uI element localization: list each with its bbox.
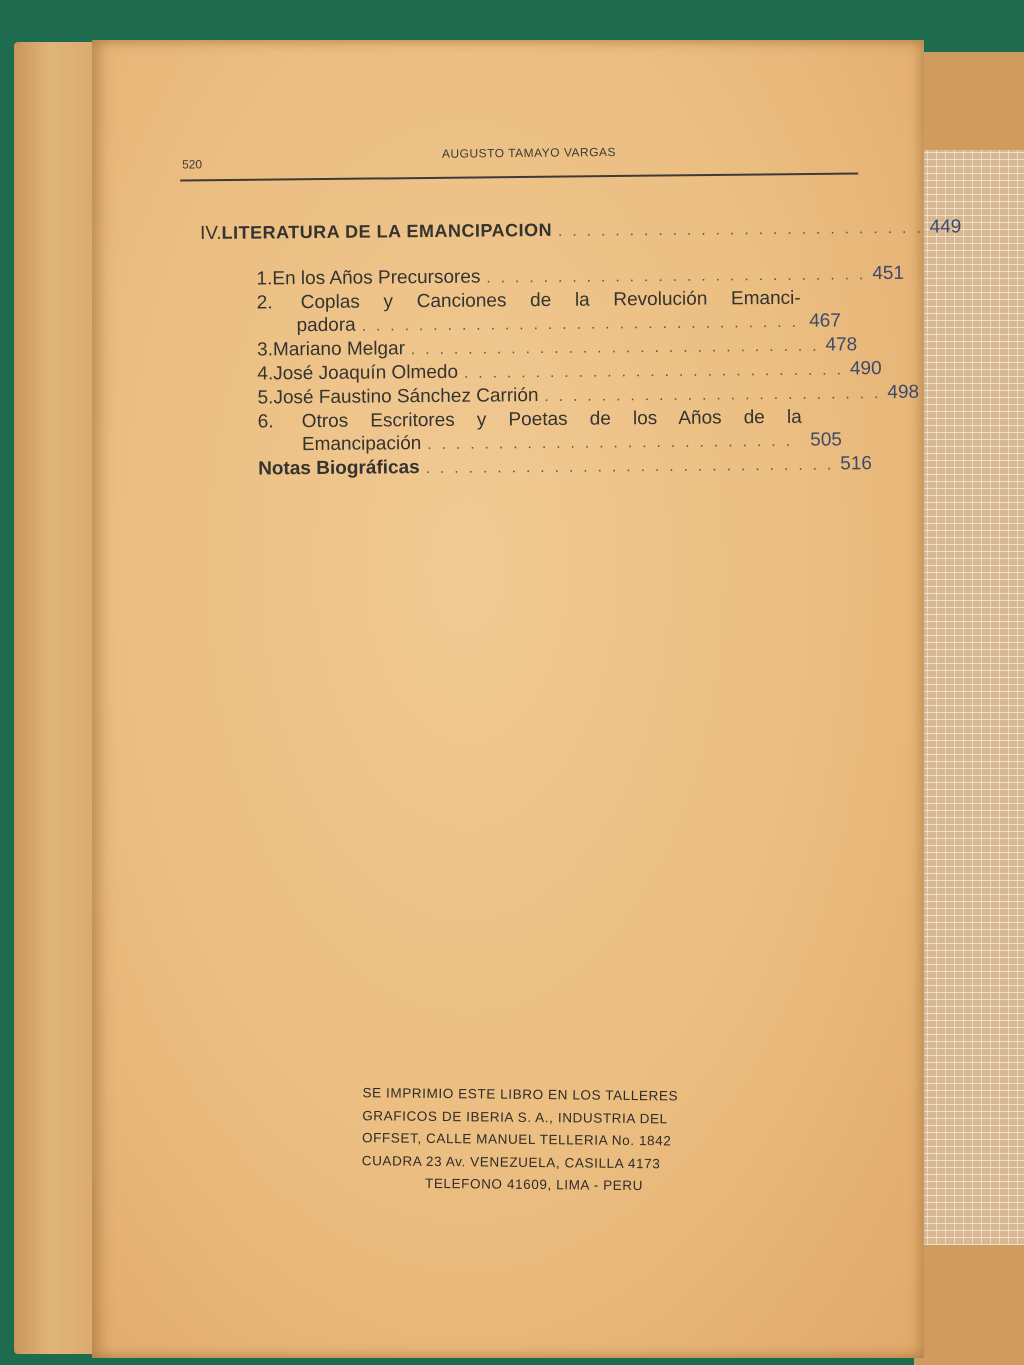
item-title-continued: Emancipación — [301, 433, 422, 456]
item-title: Coplas y Canciones de la Revolución Emanci- — [300, 287, 801, 314]
colophon-line: OFFSET, CALLE MANUEL TELLERIA No. 1842 — [361, 1130, 672, 1149]
item-page: 478 — [825, 334, 858, 356]
item-title: Otros Escritores y Poetas de los Años de la — [301, 406, 802, 433]
item-title-continued: padora — [296, 314, 356, 337]
dot-leader: . . . . . . . . . . . . . . . . . . . . . . . . . . . — [486, 266, 867, 287]
binding-gauze — [918, 150, 1024, 1245]
item-number: 4. — [257, 363, 274, 385]
printer-colophon — [361, 1082, 707, 1198]
table-of-contents — [200, 216, 962, 482]
item-page: 505 — [810, 429, 843, 451]
item-number: 2. — [256, 292, 273, 314]
dot-leader: . . . . . . . . . . . . . . . . . . . . . . . . . . . — [463, 361, 844, 382]
item-number: 3. — [257, 339, 274, 361]
colophon-line: CUADRA 23 Av. VENEZUELA, CASILLA 4173 — [361, 1152, 661, 1171]
dot-leader: . . . . . . . . . . . . . . . . . . . . . . . . — [544, 385, 882, 406]
section-number: IV. — [200, 222, 222, 244]
item-number: 1. — [256, 268, 273, 290]
notes-title: Notas Biográficas — [258, 457, 420, 480]
item-page: 490 — [849, 358, 882, 380]
item-title: José Faustino Sánchez Carrión — [273, 385, 539, 409]
running-header — [180, 136, 858, 181]
colophon-line: SE IMPRIMIO ESTE LIBRO EN LOS TALLERES — [362, 1085, 679, 1104]
colophon-line: GRAFICOS DE IBERIA S. A., INDUSTRIA DEL — [362, 1107, 668, 1126]
toc-section — [200, 216, 962, 246]
dot-leader: . . . . . . . . . . . . . . . . . . . . . . . . . . — [558, 219, 924, 240]
toc-item — [202, 405, 842, 458]
dot-leader: . . . . . . . . . . . . . . . . . . . . . . . . . . . . . — [425, 456, 835, 478]
item-page: 498 — [887, 381, 920, 404]
item-title: José Joaquín Olmedo — [273, 361, 459, 385]
dot-leader: . . . . . . . . . . . . . . . . . . . . . . . . . . — [427, 432, 793, 454]
dot-leader: . . . . . . . . . . . . . . . . . . . . . . . . . . . . . . . — [361, 313, 799, 335]
colophon-line: TELEFONO 41609, LIMA - PERU — [424, 1175, 644, 1194]
item-page: 451 — [872, 262, 905, 285]
item-title: Mariano Melgar — [272, 338, 406, 361]
item-number: 5. — [257, 387, 274, 409]
section-title: LITERATURA DE LA EMANCIPACION — [221, 219, 553, 243]
header-page-number: 520 — [181, 157, 203, 172]
section-page: 449 — [929, 216, 962, 238]
notes-page: 516 — [840, 453, 873, 475]
item-number: 6. — [257, 411, 274, 433]
toc-item — [201, 286, 841, 339]
book-spine — [14, 42, 104, 1354]
dot-leader: . . . . . . . . . . . . . . . . . . . . . . . . . . . . . — [410, 337, 820, 359]
item-title: En los Años Precursores — [272, 266, 481, 290]
header-author: AUGUSTO TAMAYO VARGAS — [441, 144, 617, 161]
item-page: 467 — [809, 310, 841, 332]
